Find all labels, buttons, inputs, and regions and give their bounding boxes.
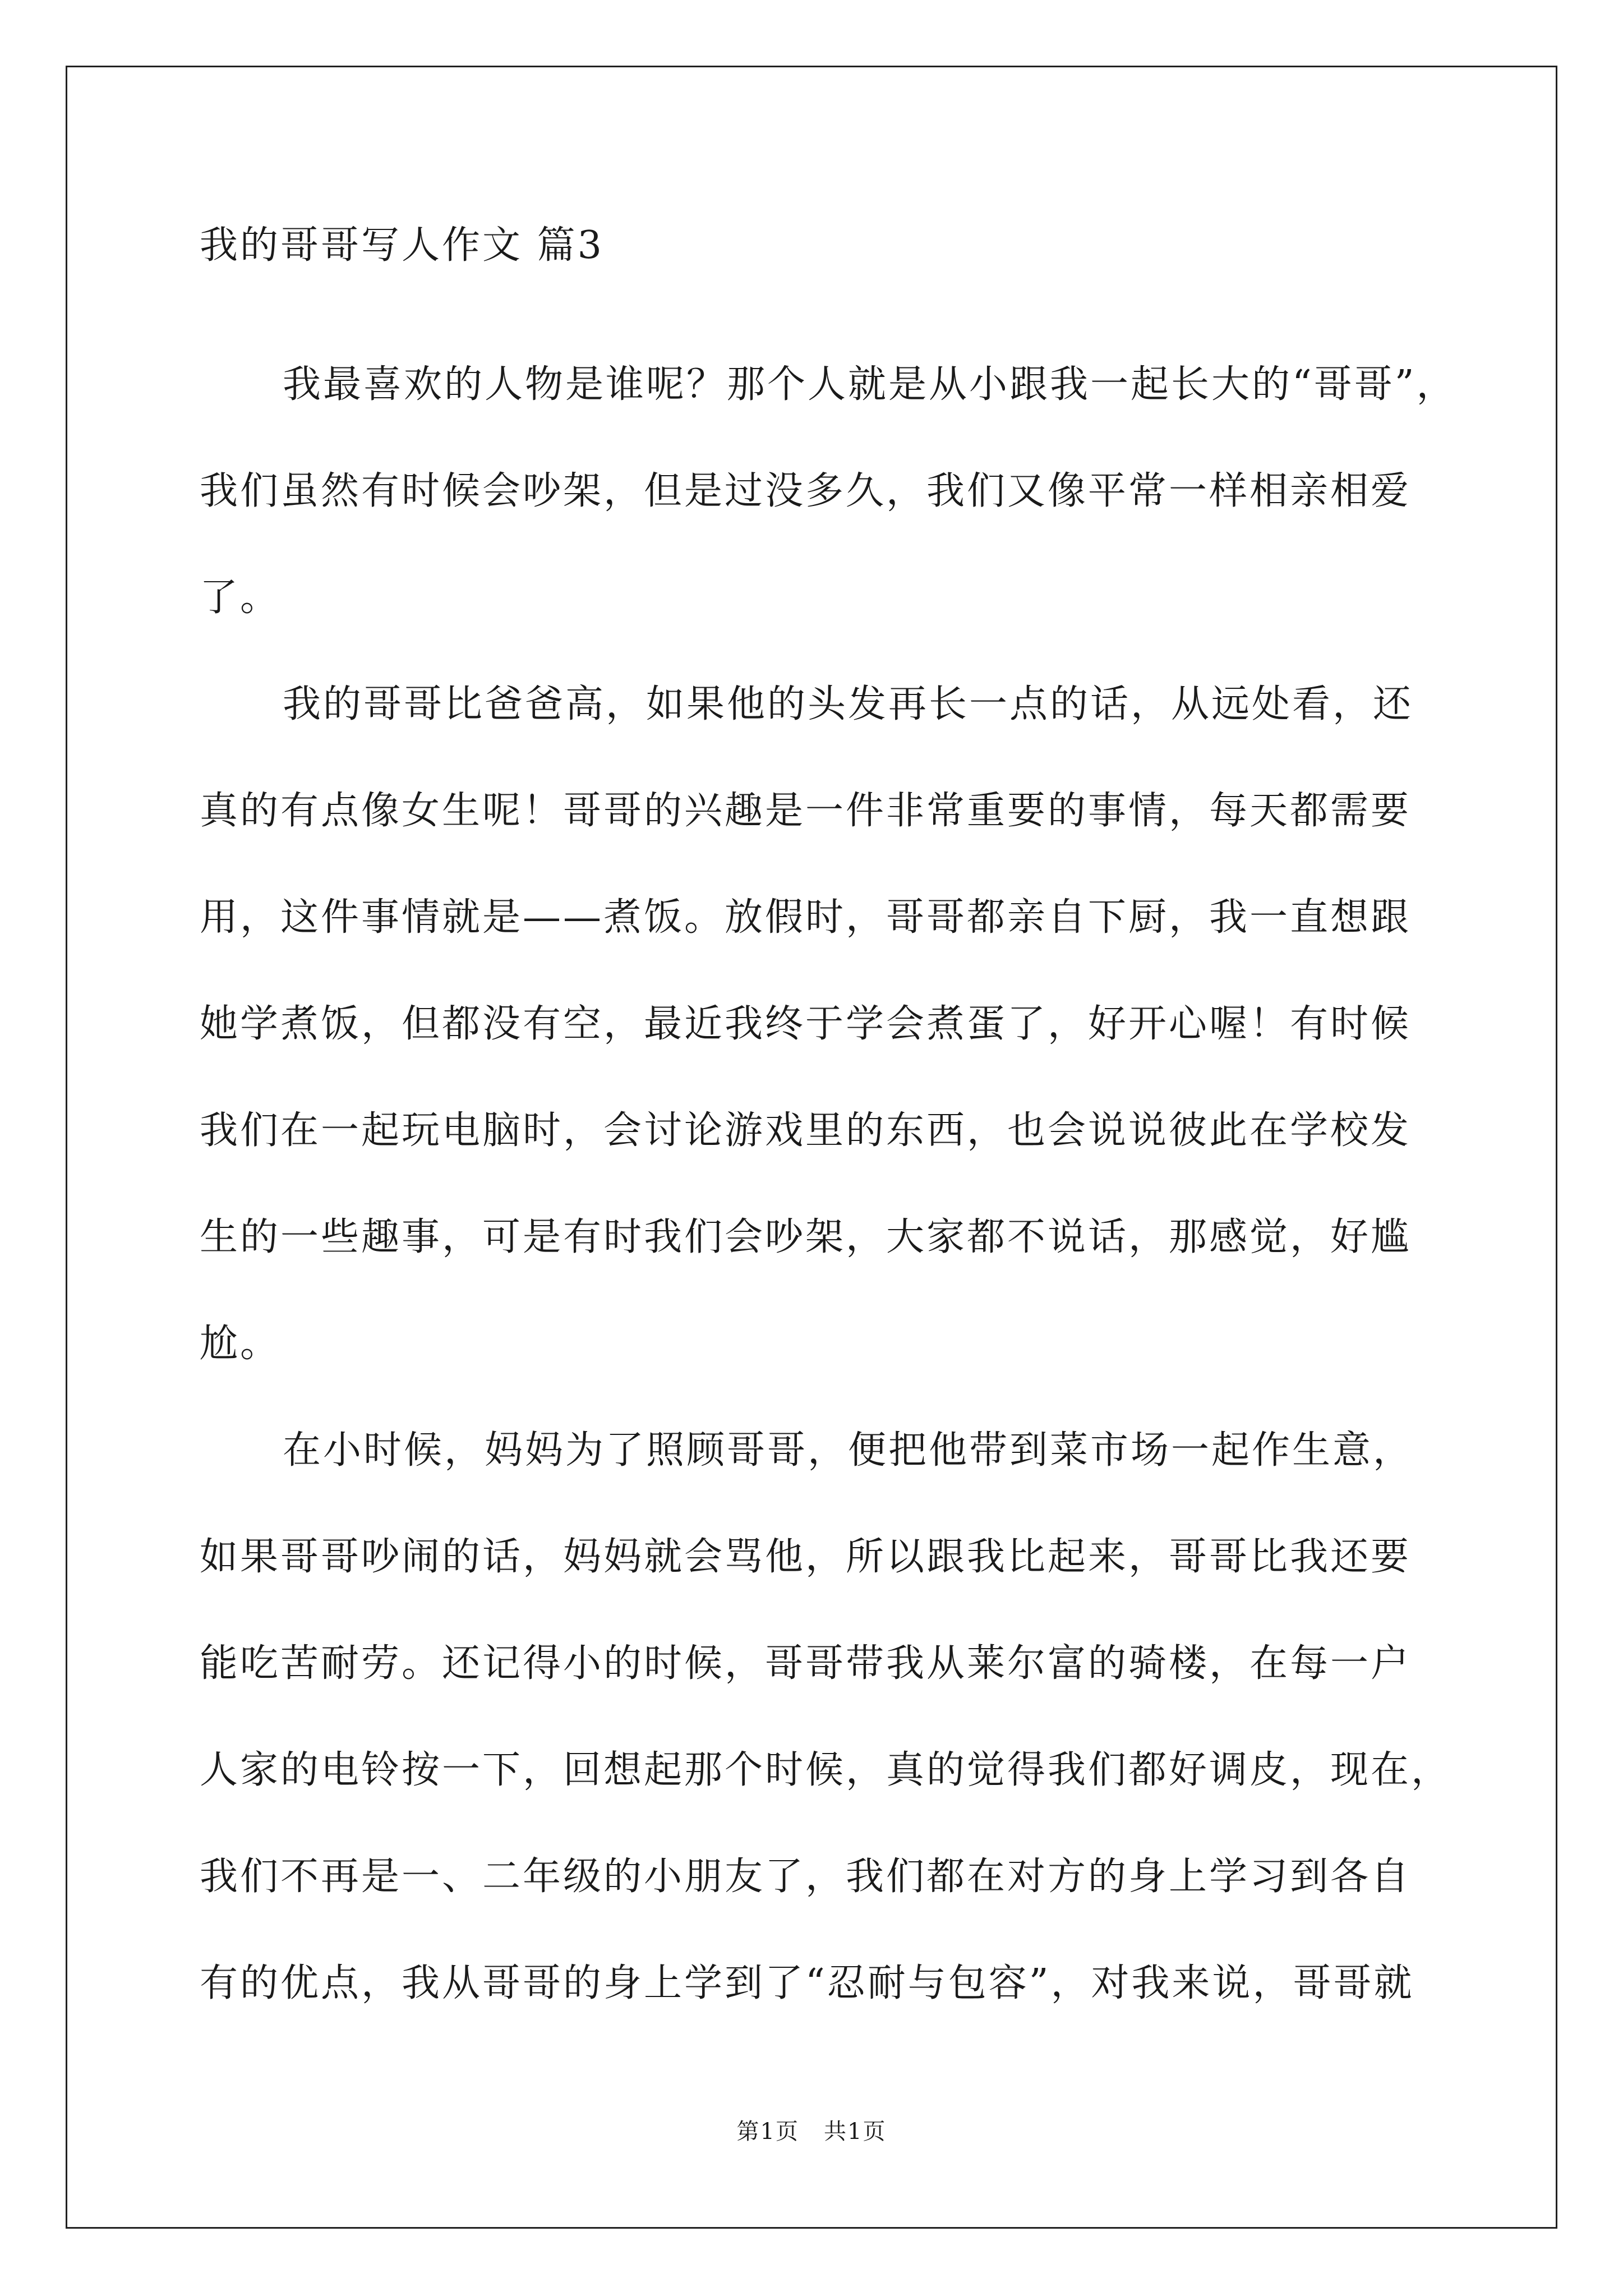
document-body bbox=[200, 223, 1457, 2037]
paragraph-1 bbox=[200, 332, 1457, 651]
paragraph-line: 了。 bbox=[200, 576, 281, 620]
paragraph-line: 我的哥哥比爸爸高，如果他的头发再长一点的话，从远处看，还 bbox=[283, 682, 1414, 726]
page-footer bbox=[0, 2118, 1623, 2146]
paragraph-line: 有的优点，我从哥哥的身上学到了“忍耐与包容”，对我来说，哥哥就 bbox=[200, 1961, 1414, 2005]
paragraph-line: 能吃苦耐劳。还记得小的时候，哥哥带我从莱尔富的骑楼，在每一户 bbox=[200, 1641, 1412, 1686]
paragraph-line: 我最喜欢的人物是谁呢？那个人就是从小跟我一起长大的“哥哥”， bbox=[283, 362, 1457, 407]
paragraph-line: 在小时候，妈妈为了照顾哥哥，便把他带到菜市场一起作生意， bbox=[283, 1428, 1414, 1473]
paragraph-line: 我们虽然有时候会吵架，但是过没多久，我们又像平常一样相亲相爱 bbox=[200, 469, 1412, 513]
paragraph-line: 如果哥哥吵闹的话，妈妈就会骂他，所以跟我比起来，哥哥比我还要 bbox=[200, 1535, 1412, 1579]
paragraph-line: 她学煮饭，但都没有空，最近我终于学会煮蛋了，好开心喔！有时候 bbox=[200, 1002, 1412, 1046]
paragraph-line: 用，这件事情就是——煮饭。放假时，哥哥都亲自下厨，我一直想跟 bbox=[200, 895, 1412, 940]
paragraph-line: 我们在一起玩电脑时，会讨论游戏里的东西，也会说说彼此在学校发 bbox=[200, 1108, 1412, 1153]
page-number-current: 第1页 bbox=[736, 2119, 799, 2145]
page-number-total: 共1页 bbox=[824, 2119, 887, 2145]
paragraph-3 bbox=[200, 1397, 1452, 2037]
document-title: 我的哥哥写人作文 篇3 bbox=[200, 223, 604, 268]
paragraph-line: 我们不再是一、二年级的小朋友了，我们都在对方的身上学习到各自 bbox=[200, 1855, 1412, 1899]
paragraph-line: 人家的电铃按一下，回想起那个时候，真的觉得我们都好调皮，现在， bbox=[200, 1748, 1452, 1792]
paragraph-2 bbox=[200, 651, 1433, 1397]
paragraph-line: 生的一些趣事，可是有时我们会吵架，大家都不说话，那感觉，好尴 bbox=[200, 1215, 1412, 1259]
paragraph-line: 尬。 bbox=[200, 1322, 281, 1366]
paragraph-line: 真的有点像女生呢！哥哥的兴趣是一件非常重要的事情，每天都需要 bbox=[200, 789, 1412, 833]
